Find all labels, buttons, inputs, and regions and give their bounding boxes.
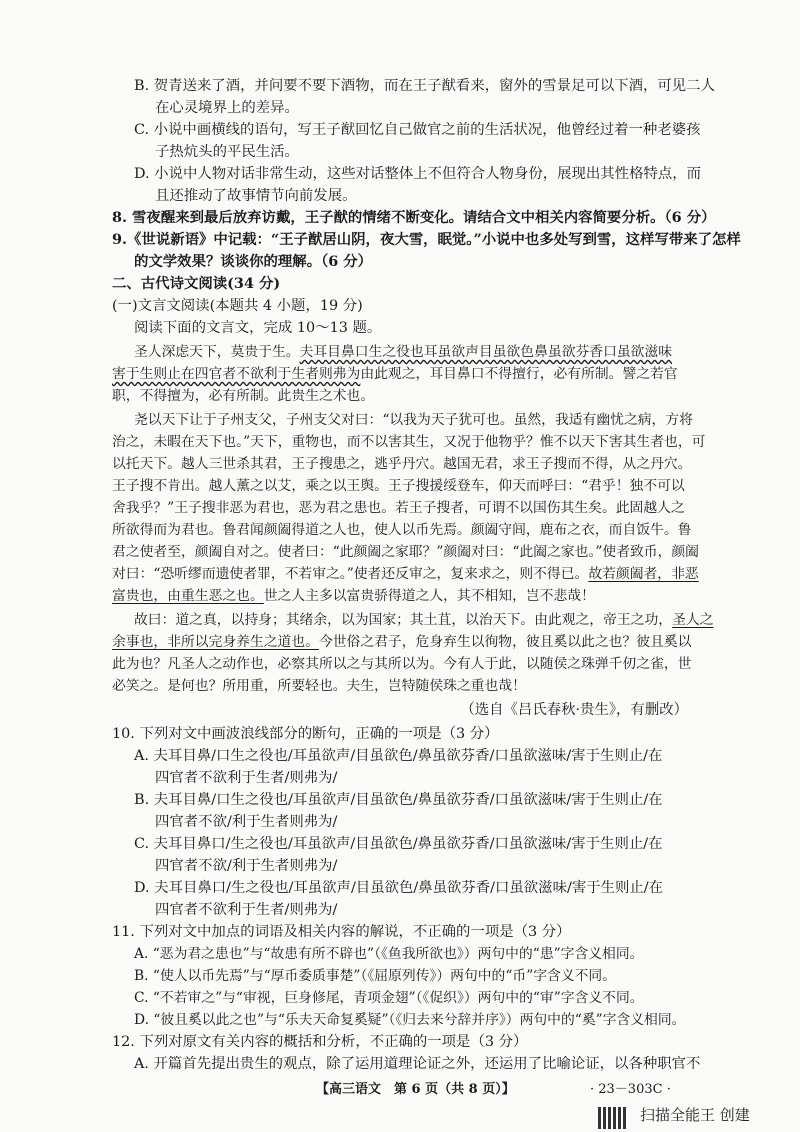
question-12-stem: 12. 下列对原文有关内容的概括和分析，不正确的一项是（3 分） [112, 1034, 528, 1050]
passage-text: 对曰：“恐听缪而遗使者罪，不若审之。”使者还反审之，复来求之，则不得已。 [112, 566, 589, 582]
passage-p2-line8 [112, 564, 800, 584]
passage-source: （选自《吕氏春秋·贵生》，有删改） [460, 702, 688, 718]
subsection-1-title: (一)文言文阅读(本题共 4 小题，19 分) [112, 298, 363, 314]
passage-text: 世之人主多以富贵骄得道之人，其不相知，岂不悲哉！ [263, 588, 595, 604]
passage-text: 由此观之，耳目鼻口不得擅行，必有所制。譬之若官 [360, 366, 678, 382]
passage-p2-line3: 以托天下。越人三世杀其君，王子搜患之，逃乎丹穴。越国无君，求王子搜而不得，从之丹穴。 [112, 456, 692, 472]
underlined-text: 富贵也，由重生恶之也。 [112, 588, 264, 604]
passage-p2-line9 [112, 586, 800, 606]
question-11-stem: 11. 下列对文中加点的词语及相关内容的解说，不正确的一项是（3 分） [112, 924, 571, 940]
passage-p3-line4: 必笑之。是何也？所用重，所要轻也。夫生，岂特随侯珠之重也哉！ [112, 678, 526, 694]
q10-option-c-line2: 四官者不欲/利于生者则弗为/ [155, 858, 338, 874]
question-8: 8. 雪夜醒来到最后放弃访戴，王子猷的情绪不断变化。请结合文中相关内容简要分析。（6 分） [112, 209, 716, 226]
q12-option-a-line1: A. 开篇首先提出贵生的观点，除了运用道理论证之外，还运用了比喻论证，以各种职官不 [134, 1056, 701, 1072]
underlined-text: 圣人之 [672, 612, 714, 628]
passage-p3-line2 [112, 632, 800, 652]
q11-option-c: C. “不若审之”与“审视，巨身修尾，青项金翅”（《促织》）两句中的“审”字含义不同。 [134, 990, 644, 1006]
passage-p1-line2 [112, 364, 800, 384]
q11-option-a: A. “恶为君之患也”与“故患有所不辟也”（《鱼我所欲也》）两句中的“患”字含义相同。 [134, 946, 644, 962]
passage-text: 今世俗之君子，危身弃生以徇物，彼且奚以此之也？彼且奚以 [318, 634, 692, 650]
passage-p2-line6: 所欲得而为君也。鲁君闻颜阖得道之人也，使人以币先焉。颜阖守闾，鹿布之衣，而自饭牛。鲁 [112, 522, 692, 538]
passage-p1-line3: 职，不得擅为，必有所制。此贵生之术也。 [112, 388, 375, 404]
q10-option-d-line2: 四官者不欲利于生者/则弗为/ [155, 902, 338, 918]
q7-option-b-line2: 在心灵境界上的差异。 [155, 100, 299, 116]
qr-code-icon [598, 1107, 628, 1129]
q7-option-c-line1: C. 小说中画横线的语句，写王子猷回忆自己做官之前的生活状况，他曾经过着一种老婆孩 [134, 122, 701, 138]
scanner-watermark: 扫描全能王 创建 [640, 1106, 750, 1124]
passage-p1-line1 [134, 342, 800, 362]
wavy-underlined-text: 夫耳目鼻口生之役也耳虽欲声目虽欲色鼻虽欲芬香口虽欲滋味 [299, 344, 673, 360]
passage-p3-line1 [134, 610, 800, 630]
question-10-stem: 10. 下列对文中画波浪线部分的断句，正确的一项是（3 分） [112, 726, 499, 742]
q7-option-c-line2: 子热炕头的平民生活。 [155, 144, 299, 160]
q10-option-b-line1: B. 夫耳目鼻/口生之役也/耳虽欲声/目虽欲色/鼻虽欲芬香/口虽欲滋味/害于生则止/在 [134, 792, 663, 808]
q10-option-a-line1: A. 夫耳目鼻/口生之役也/耳虽欲声/目虽欲色/鼻虽欲芬香/口虽欲滋味/害于生则止/在 [134, 748, 663, 764]
passage-text: 圣人深虑天下，莫贵于生。 [134, 344, 300, 360]
question-9-line1: 9.《世说新语》中记载：“王子猷居山阴，夜大雪，眠觉。”小说中也多处写到雪，这样写带来了怎样 [112, 231, 741, 248]
section-2-title: 二、古代诗文阅读(34 分) [112, 275, 281, 292]
underlined-text: 余事也，非所以完身养生之道也。 [112, 634, 319, 650]
page-footer: 【高三语文 第 6 页（共 8 页）】 [316, 1082, 515, 1097]
q7-option-b-line1: B. 贺青送来了酒，并问要不要下酒物，而在王子猷看来，窗外的雪景足可以下酒，可见二人 [134, 78, 715, 94]
q7-option-d-line2: 且还推动了故事情节向前发展。 [155, 188, 357, 204]
wavy-underlined-text: 害于生则止在四官者不欲利于生者则弗为 [112, 366, 361, 382]
passage-p2-line7: 君之使者至，颜阖自对之。使者曰：“此颜阖之家耶？”颜阖对曰：“此阖之家也。”使者致币，颜阖 [112, 544, 699, 560]
paper-code: · 23－303C · [590, 1082, 671, 1097]
passage-p2-line5: 舍我乎？”王子搜非恶为君也，恶为君之患也。若王子搜者，可谓不以国伤其生矣。此固越人之 [112, 500, 685, 516]
q7-option-d-line1: D. 小说中人物对话非常生动，这些对话整体上不但符合人物身份，展现出其性格特点，而 [134, 166, 702, 182]
question-9-line2: 的文学效果？谈谈你的理解。（6 分） [134, 253, 373, 270]
passage-text: 故曰：道之真，以持身；其绪余，以为国家；其土苴，以治天下。由此观之，帝王之功， [134, 612, 673, 628]
passage-p2-line4: 王子搜不肯出。越人薰之以艾，乘之以王舆。王子搜援绥登车，仰天而呼曰：“君乎！独不可以 [112, 478, 685, 494]
passage-p3-line3: 此为也？凡圣人之动作也，必察其所以之与其所以为。今有人于此，以随侯之珠弹千仞之雀，世 [112, 656, 692, 672]
underlined-text: 故若颜阖者，非恶 [588, 566, 699, 582]
passage-p2-line2: 治之，未暇在天下也。”天下，重物也，而不以害其生，又况于他物乎？惟不以天下害其生者也，可 [112, 434, 706, 450]
q11-option-d: D. “彼且奚以此之也”与“乐夫天命复奚疑”（《归去来兮辞并序》）两句中的“奚”字含义相同。 [134, 1012, 686, 1028]
q10-option-c-line1: C. 夫耳目鼻口/生之役也/耳虽欲声/目虽欲色/鼻虽欲芬香/口虽欲滋味/害于生则止/在 [134, 836, 663, 852]
reading-instruction: 阅读下面的文言文，完成 10～13 题。 [134, 320, 382, 336]
q10-option-a-line2: 四官者不欲利于生者/则弗为/ [155, 770, 338, 786]
q11-option-b: B. “使人以币先焉”与“厚币委质事楚”（《屈原列传》）两句中的“币”字含义不同。 [134, 968, 617, 984]
q10-option-d-line1: D. 夫耳目鼻口/生之役也/耳虽欲声/目虽欲色/鼻虽欲芬香/口虽欲滋味/害于生则止/在 [134, 880, 664, 896]
q10-option-b-line2: 四官者不欲/利于生者则弗为/ [155, 814, 338, 830]
passage-p2-line1: 尧以天下让于子州支父，子州支父对曰：“以我为天子犹可也。虽然，我适有幽忧之病，方将 [134, 412, 693, 428]
